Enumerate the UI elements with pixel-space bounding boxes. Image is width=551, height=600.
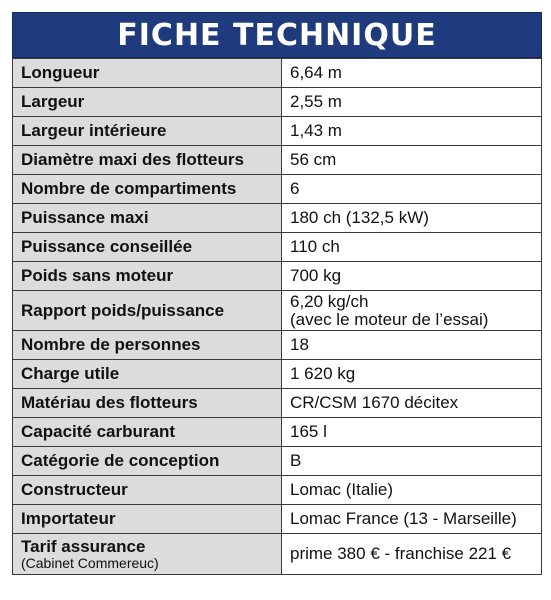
table-row bbox=[13, 389, 542, 418]
spec-table bbox=[12, 58, 542, 575]
spec-value: 700 kg bbox=[282, 262, 542, 291]
spec-label: Diamètre maxi des flotteurs bbox=[13, 146, 282, 175]
spec-value: 18 bbox=[282, 331, 542, 360]
table-row bbox=[13, 534, 542, 575]
spec-label: Largeur intérieure bbox=[13, 117, 282, 146]
spec-value-cell bbox=[282, 291, 542, 331]
spec-value: B bbox=[282, 447, 542, 476]
spec-value: Lomac France (13 - Marseille) bbox=[282, 505, 542, 534]
spec-value: 165 l bbox=[282, 418, 542, 447]
table-row bbox=[13, 262, 542, 291]
spec-label: Poids sans moteur bbox=[13, 262, 282, 291]
spec-label: Nombre de compartiments bbox=[13, 175, 282, 204]
spec-value: 6,64 m bbox=[282, 59, 542, 88]
table-row bbox=[13, 476, 542, 505]
spec-label-note: (Cabinet Commereuc) bbox=[21, 554, 159, 571]
spec-label: Longueur bbox=[13, 59, 282, 88]
spec-label: Matériau des flotteurs bbox=[13, 389, 282, 418]
spec-label: Tarif assurance bbox=[21, 536, 146, 556]
table-row bbox=[13, 233, 542, 262]
spec-sheet bbox=[12, 12, 542, 575]
spec-label: Capacité carburant bbox=[13, 418, 282, 447]
spec-value-note: (avec le moteur de l’essai) bbox=[290, 309, 489, 329]
spec-value: 180 ch (132,5 kW) bbox=[282, 204, 542, 233]
spec-value: 6 bbox=[282, 175, 542, 204]
spec-value: Lomac (Italie) bbox=[282, 476, 542, 505]
table-row bbox=[13, 505, 542, 534]
table-row bbox=[13, 146, 542, 175]
spec-label: Largeur bbox=[13, 88, 282, 117]
table-row bbox=[13, 88, 542, 117]
table-row bbox=[13, 204, 542, 233]
table-row bbox=[13, 291, 542, 331]
spec-label: Charge utile bbox=[13, 360, 282, 389]
spec-label: Rapport poids/puissance bbox=[13, 291, 282, 331]
spec-label: Puissance conseillée bbox=[13, 233, 282, 262]
spec-value: prime 380 € - franchise 221 € bbox=[282, 534, 542, 575]
table-row bbox=[13, 117, 542, 146]
spec-value: 1,43 m bbox=[282, 117, 542, 146]
table-row bbox=[13, 447, 542, 476]
spec-value: 6,20 kg/ch bbox=[290, 291, 369, 311]
spec-label: Puissance maxi bbox=[13, 204, 282, 233]
table-row bbox=[13, 360, 542, 389]
spec-value: 2,55 m bbox=[282, 88, 542, 117]
spec-label: Constructeur bbox=[13, 476, 282, 505]
spec-label-cell bbox=[13, 534, 282, 575]
sheet-title: FICHE TECHNIQUE bbox=[12, 12, 542, 58]
spec-value: 110 ch bbox=[282, 233, 542, 262]
table-row bbox=[13, 175, 542, 204]
spec-label: Nombre de personnes bbox=[13, 331, 282, 360]
spec-label: Importateur bbox=[13, 505, 282, 534]
spec-label: Catégorie de conception bbox=[13, 447, 282, 476]
table-row bbox=[13, 59, 542, 88]
spec-value: 56 cm bbox=[282, 146, 542, 175]
table-row bbox=[13, 331, 542, 360]
table-row bbox=[13, 418, 542, 447]
spec-value: 1 620 kg bbox=[282, 360, 542, 389]
spec-value: CR/CSM 1670 décitex bbox=[282, 389, 542, 418]
